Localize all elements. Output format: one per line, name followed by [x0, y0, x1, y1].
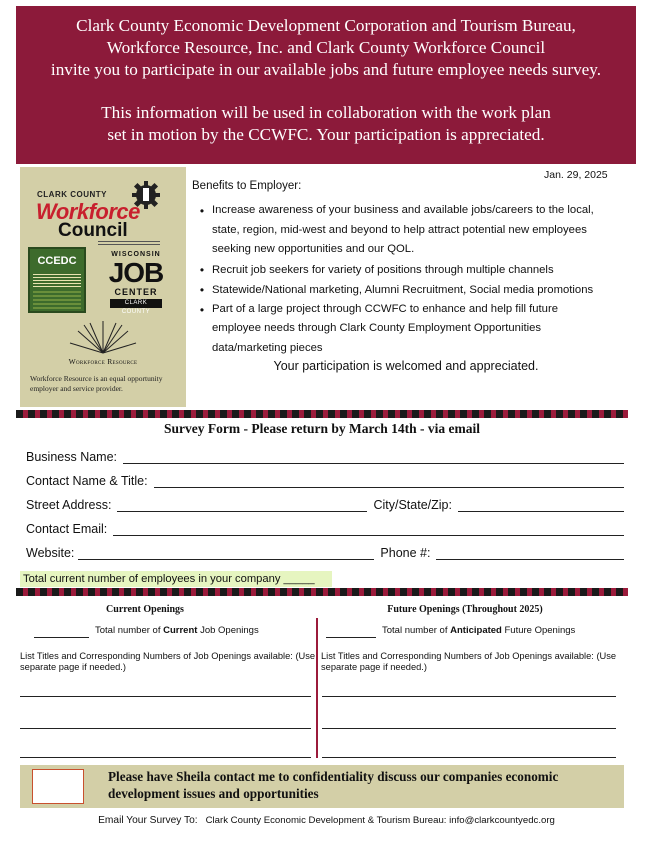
contact-request-panel: [20, 765, 624, 808]
current-list-line[interactable]: [20, 757, 311, 758]
logo-council-text: Council: [58, 220, 128, 241]
survey-fields: [26, 440, 624, 560]
benefit-item: • Statewide/National marketing, Alumni Recruitment, Social media promotions: [199, 282, 594, 297]
header-banner: [16, 6, 636, 164]
future-list-line[interactable]: [322, 696, 616, 697]
footer-label: Email Your Survey To:: [98, 815, 198, 826]
banner-line: Workforce Resource, Inc. and Clark County Workforce Council: [106, 38, 546, 57]
logo-ccedc-text: CCEDC: [37, 255, 77, 267]
current-openings-title: Current Openings: [106, 604, 184, 615]
footer-email-text: Clark County Economic Development & Tourism Bureau: info@clarkcountyedc.org: [205, 815, 555, 826]
phone-input[interactable]: [436, 546, 624, 560]
future-list-line[interactable]: [322, 728, 616, 729]
benefit-item: • Part of a large project through CCWFC to enhance and help fill future employee needs through Clark County Employment Opportunities data/marketing pieces: [199, 302, 558, 354]
benefits-closing: Your participation is welcomed and appreciated.: [273, 359, 539, 373]
future-list-line[interactable]: [322, 757, 616, 758]
logo-wisconsin-text: WISCONSIN: [111, 251, 161, 258]
divider-stripe: [16, 410, 628, 418]
current-list-instructions: List Titles and Corresponding Numbers of Job Openings available: (Use separate page if needed.): [20, 651, 316, 672]
sunburst-icon: [68, 319, 138, 355]
survey-title: Survey Form - Please return by March 14th - via email: [164, 421, 480, 436]
banner-line: invite you to participate in our available jobs and future employee needs survey.: [50, 60, 602, 79]
current-total-label: Total number of Current Job Openings: [95, 625, 259, 636]
website-row: Website: Phone #:: [26, 536, 624, 560]
job-center-logo: [104, 251, 168, 315]
address-row: Street Address: City/State/Zip:: [26, 488, 624, 512]
employees-count-field[interactable]: Total current number of employees in your company _____: [20, 571, 332, 587]
street-address-input[interactable]: [117, 498, 367, 512]
future-openings-title: Future Openings (Throughout 2025): [387, 604, 543, 615]
business-name-field[interactable]: Business Name:: [26, 440, 624, 464]
current-list-line[interactable]: [20, 696, 311, 697]
banner-line: Clark County Economic Development Corporation and Tourism Bureau,: [76, 16, 576, 35]
contact-name-input[interactable]: [154, 474, 624, 488]
business-name-input[interactable]: [123, 450, 624, 464]
date-text: Jan. 29, 2025: [544, 169, 608, 181]
benefit-item: • Increase awareness of your business and available jobs/careers to the local, state, region, mid-west and beyond to help attract potential new employees seeking new opportunities and our QOL.: [199, 204, 594, 255]
divider-stripe: [16, 588, 628, 596]
future-list-instructions: List Titles and Corresponding Numbers of Job Openings available: (Use separate page if needed.): [321, 651, 617, 672]
website-input[interactable]: [78, 546, 374, 560]
logo-clark-county-text: CLARK COUNTY: [37, 190, 107, 199]
benefits-title: Benefits to Employer:: [192, 180, 302, 192]
logo-workforce-text: Workforce: [36, 199, 140, 224]
future-total-input[interactable]: [326, 627, 376, 638]
contact-email-field[interactable]: Contact Email:: [26, 512, 624, 536]
workforce-council-logo: [36, 181, 166, 251]
benefits-section: [192, 168, 640, 378]
footer: [0, 815, 653, 826]
current-total-input[interactable]: [34, 627, 89, 638]
ccedc-logo: [28, 247, 86, 313]
logo-center-text: CENTER: [114, 287, 158, 297]
logo-workforce-resource-text: Workforce Resource: [68, 357, 138, 366]
contact-email-input[interactable]: [113, 522, 624, 536]
contact-request-checkbox[interactable]: [32, 769, 84, 804]
city-state-zip-input[interactable]: [458, 498, 624, 512]
equal-opportunity-text: Workforce Resource is an equal opportunity employer and service provider.: [30, 374, 163, 393]
contact-name-field[interactable]: Contact Name & Title:: [26, 464, 624, 488]
logo-panel: [20, 167, 186, 407]
logo-job-text: JOB: [108, 257, 164, 288]
banner-line: set in motion by the CCWFC. Your participation is appreciated.: [107, 125, 545, 144]
benefit-item: • Recruit job seekers for variety of positions through multiple channels: [199, 262, 554, 277]
banner-line: This information will be used in collaboration with the work plan: [101, 103, 551, 122]
column-divider: [316, 618, 318, 758]
contact-request-text: Please have Sheila contact me to confidentiality discuss our companies economic development issues and opportunities: [108, 769, 559, 801]
current-list-line[interactable]: [20, 728, 311, 729]
future-total-label: Total number of Anticipated Future Openings: [382, 625, 576, 636]
logo-clark-county-small: CLARK COUNTY: [110, 299, 162, 308]
